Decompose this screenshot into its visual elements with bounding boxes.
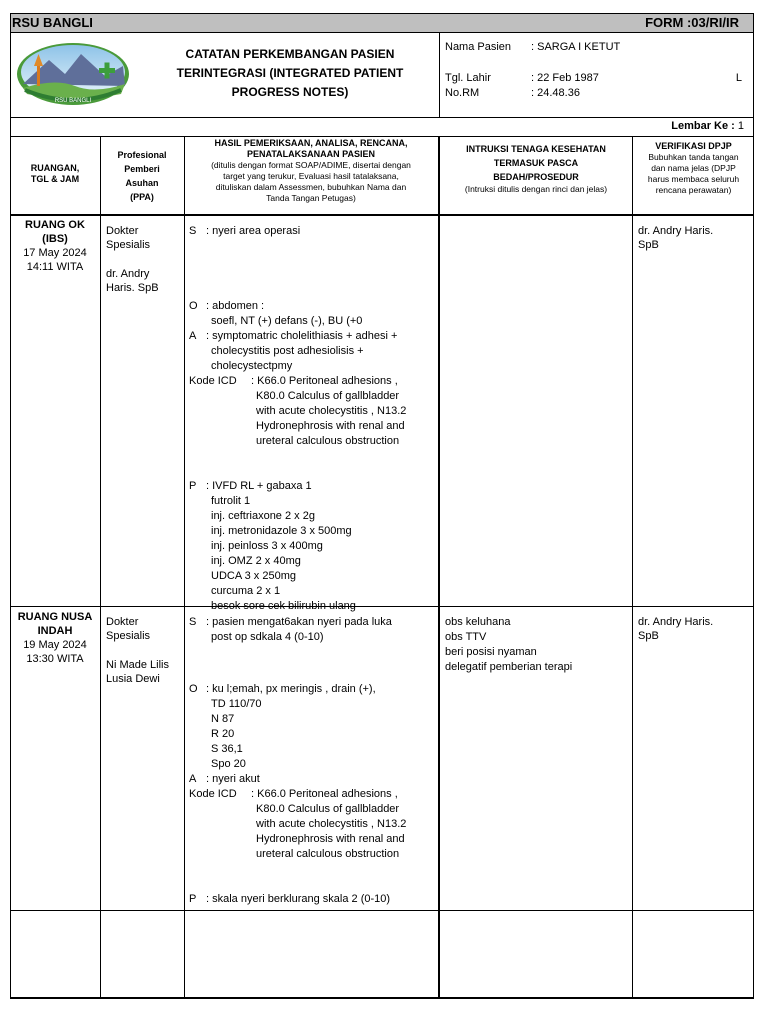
entry-2-ppa: Dokter Spesialis Ni Made Lilis Lusia Dewi — [106, 616, 169, 685]
header-bar — [10, 13, 754, 33]
dob-value: : 22 Feb 1987 — [531, 72, 599, 84]
patient-name: : SARGA I KETUT — [531, 41, 621, 53]
entry-1-soap: S : nyeri area operasi O : abdomen : soefl, NT (+) defans (-), BU (+0 A : symptomatric cholelithiasis + adhesi + cholecystitis post adhesiolisis + cholecystectpmy Kode ICD : K66.0 Peritoneal adhesions , K80.0 Calculus of gallbladder with acute cholecystitis , N13.2 Hydronephrosis with renal and ureteral calculous obstruction P : IVFD RL + gabaxa 1 futrolit 1 inj. ceftriaxone 2 x 2g inj. metronidazole 3 x 500mg inj. peinloss 3 x 400mg inj. OMZ 2 x 40mg UDCA 3 x 250mg curcuma 2 x 1 besok sore cek bilirubin ulang — [189, 225, 407, 612]
logo-text: RSU BANGLI — [54, 98, 92, 104]
hospital-name: RSU BANGLI — [12, 15, 93, 30]
rm-value: : 24.48.36 — [531, 87, 580, 99]
col-header-instructions: INTRUKSI TENAGA KESEHATAN TERMASUK PASCA BEDAH/PROSEDUR (Intruksi ditulis dengan rinci dan jelas) — [464, 144, 608, 194]
sheet-label: Lembar Ke : — [671, 120, 735, 132]
col-header-room: RUANGAN, TGL & JAM — [30, 163, 80, 184]
instruction-item: obs keluhana — [445, 616, 511, 628]
patient-name-label: Nama Pasien — [445, 41, 512, 53]
entry-2-verification: dr. Andry Haris. SpB — [638, 616, 714, 642]
entry-2-instructions — [445, 615, 630, 675]
entry-2-soap: S : pasien mengat6akan nyeri pada luka post op sdkala 4 (0-10) O : ku l;emah, px meringis , drain (+), TD 110/70 N 87 R 20 S 36,1 Spo 20 A : nyeri akut Kode ICD : K66.0 Peritoneal adhesions , K80.0 Calculus of gallbladder with acute cholecystitis , N13.2 Hydronephrosis with renal and ureteral calculous obstruction P : skala nyeri berklurang skala 2 (0-10) — [189, 616, 407, 905]
rm-label: No.RM — [445, 87, 480, 99]
entry-2-room-date: RUANG NUSA INDAH 19 May 2024 13:30 WITA — [17, 611, 93, 665]
col-header-result: HASIL PEMERIKSAAN, ANALISA, RENCANA, PENATALAKSANAAN PASIEN (ditulis dengan format SOAP/ADIME, disertai dengan target yang terukur, Evaluasi hasil tatalaksana, dituliskan dalam Assessmen, bubuhkan Nama dan Tanda Tangan Petugas) — [211, 138, 411, 203]
entry-1-verification: dr. Andry Haris. SpB — [638, 225, 714, 251]
sheet-value: 1 — [737, 120, 744, 132]
form-title: CATATAN PERKEMBANGAN PASIEN TERINTEGRASI (INTEGRATED PATIENT PROGRESS NOTES) — [176, 47, 404, 99]
col-header-verification: VERIFIKASI DPJP Bubuhkan tanda tangan dan nama jelas (DPJP harus membaca seluruh rencana perawatan) — [647, 141, 740, 195]
sheet-number — [671, 119, 744, 133]
sex-value: L — [735, 72, 742, 84]
entry-1-ppa: Dokter Spesialis dr. Andry Haris. SpB — [106, 225, 159, 294]
col-header-ppa: Profesional Pemberi Asuhan (PPA) — [117, 150, 167, 202]
instruction-item: beri posisi nyaman — [445, 646, 537, 658]
entry-1-room-date: RUANG OK (IBS) 17 May 2024 14:11 WITA — [23, 219, 87, 273]
instruction-item: delegatif pemberian terapi — [445, 661, 573, 673]
hospital-logo — [15, 40, 131, 108]
form-code: FORM :03/RI/IR — [645, 15, 739, 30]
dob-label: Tgl. Lahir — [445, 72, 491, 84]
instruction-item: obs TTV — [445, 631, 487, 643]
